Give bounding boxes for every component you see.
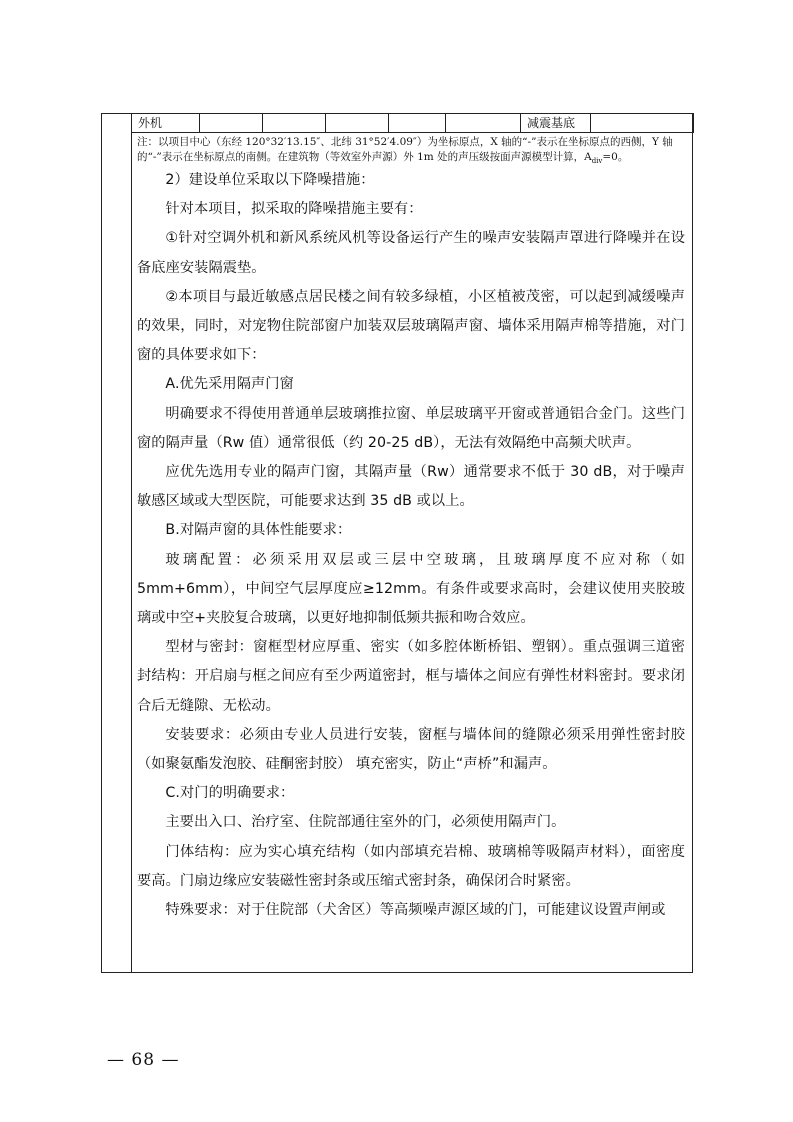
table-note-text: 注：以项目中心（东经 120°32′13.15″、北纬 31°52′4.09″）为坐标原点，X 轴的“-”表示在坐标原点的西侧，Y 轴的“-”表示在坐标原点的南侧。在建筑物（等效室外声源）外 1m 处的声压级按面声源模型计算，A xyxy=(137,136,673,163)
paragraph: A.优先采用隔声门窗 xyxy=(165,376,294,393)
paragraph: 明确要求不得使用普通单层玻璃推拉窗、单层玻璃平开窗或普通铝合金门。这些门窗的隔声量（Rw 值）通常很低（约 20-25 dB），无法有效隔绝中高频犬吠声。 xyxy=(137,405,685,451)
table-note-tail: =0。 xyxy=(602,151,629,163)
noise-source-table-row xyxy=(131,113,694,133)
paragraph: 安装要求：必须由专业人员进行安装，窗框与墙体间的缝隙必须采用弹性密封胶（如聚氨酯发泡胶、硅酮密封胶） 填充密实，防止“声桥”和漏声。 xyxy=(137,726,685,773)
paragraph: 型材与密封：窗框型材应厚重、密实（如多腔体断桥铝、塑钢）。重点强调三道密封结构：开启扇与框之间应有至少两道密封，框与墙体之间应有弹性材料密封。要求闭合后无缝隙、无松动。 xyxy=(137,639,685,714)
table-cell xyxy=(326,114,389,133)
paragraph: 玻璃配置：必须采用双层或三层中空玻璃，且玻璃厚度不应对称（如 5mm+6mm），中间空气层厚度应≥12mm。有条件或要求高时，会建议使用夹胶玻璃或中空+夹胶复合玻璃，以更好地抑制低频共振和吻合效应。 xyxy=(137,551,685,627)
paragraph: B.对隔声窗的具体性能要求： xyxy=(165,522,352,539)
table-note xyxy=(137,135,689,169)
table-cell xyxy=(263,114,326,133)
table-cell xyxy=(389,114,446,133)
paragraph: ①针对空调外机和新风系统风机等设备运行产生的噪声安装隔声罩进行降噪并在设备底座安装隔震垫。 xyxy=(137,230,685,276)
paragraph: ②本项目与最近敏感点居民楼之间有较多绿植，小区植被茂密，可以起到减缓噪声的效果，同时，对宠物住院部窗户加装双层玻璃隔声窗、墙体采用隔声棉等措施，对门窗的具体要求如下： xyxy=(137,288,685,364)
table-cell xyxy=(446,114,521,133)
paragraph: 2）建设单位采取以下降噪措施： xyxy=(165,172,375,188)
table-cell xyxy=(591,114,694,133)
page-number: — 68 — xyxy=(107,1050,180,1070)
table-cell xyxy=(200,114,263,133)
paragraph: C.对门的明确要求： xyxy=(165,785,295,802)
table-row xyxy=(132,114,694,133)
paragraph: 特殊要求：对于住院部（犬舍区）等高频噪声源区域的门，可能建议设置声闸或 xyxy=(165,902,666,919)
table-note-subscript: div xyxy=(591,157,603,166)
table-cell: 外机 xyxy=(132,114,200,133)
paragraph: 主要出入口、治疗室、住院部通往室外的门，必须使用隔声门。 xyxy=(165,814,566,831)
table-cell: 减震基底 xyxy=(521,114,591,133)
paragraph: 门体结构：应为实心填充结构（如内部填充岩棉、玻璃棉等吸隔声材料），面密度要高。门扇边缘应安装磁性密封条或压缩式密封条，确保闭合时紧密。 xyxy=(137,843,685,889)
paragraph: 应优先选用专业的隔声门窗，其隔声量（Rw）通常要求不低于 30 dB，对于噪声敏感区域或大型医院，可能要求达到 35 dB 或以上。 xyxy=(137,464,685,510)
left-column-divider xyxy=(131,113,132,973)
paragraph: 针对本项目，拟采取的降噪措施主要有： xyxy=(165,201,423,218)
body-text xyxy=(137,166,685,925)
